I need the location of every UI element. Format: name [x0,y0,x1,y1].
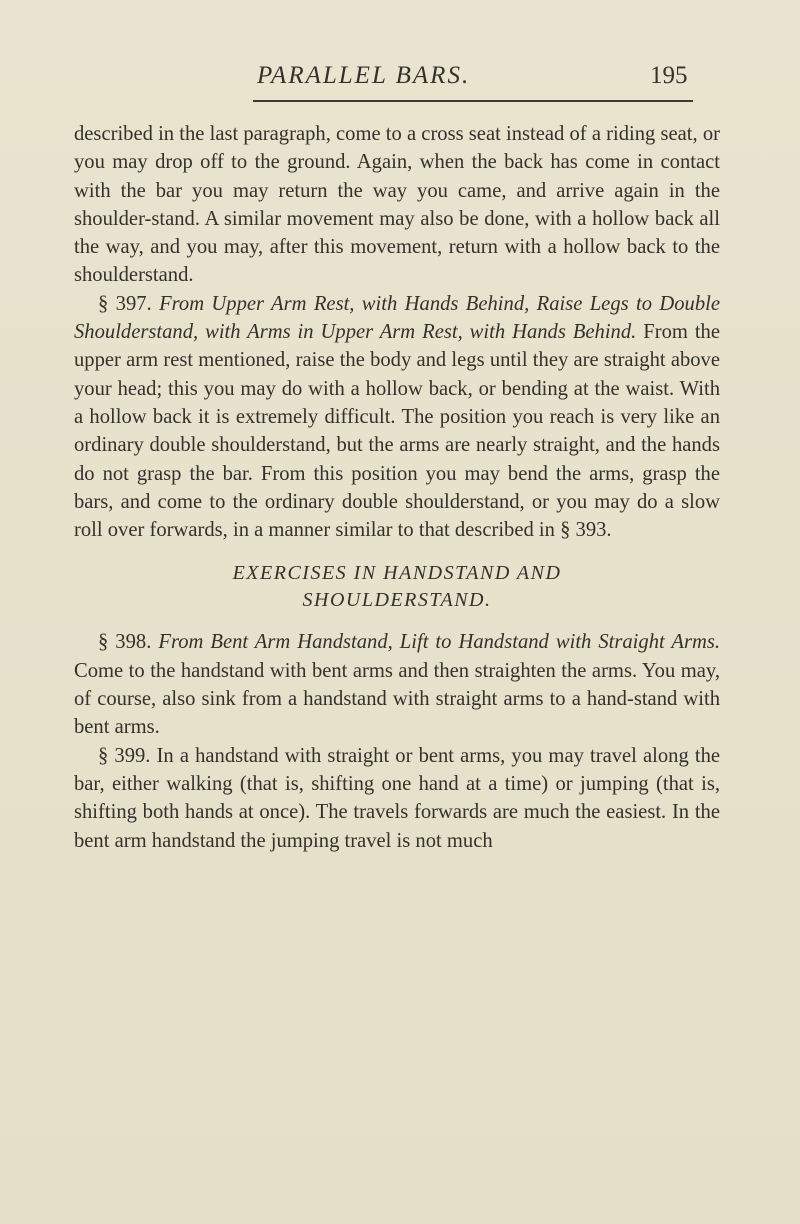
paragraph-heading: From Bent Arm Handstand, Lift to Handstand with Straight Arms. [158,631,720,654]
paragraph-399 [74,742,720,855]
section-heading-line-1: EXERCISES IN HANDSTAND AND [232,562,562,585]
paragraph-continued [74,120,720,290]
paragraph-398 [74,628,720,741]
running-title: PARALLEL BARS. [257,62,471,89]
section-heading [74,560,720,614]
section-heading-line-2: SHOULDERSTAND. [302,589,492,612]
paragraph-heading: From Upper Arm Rest, with Hands Behind, Raise Legs to Double Shoulderstand, with Arms in Upper Arm Rest, with Hands Behind. [74,292,720,344]
paragraph-number: § 399. [98,744,151,767]
paragraph-number: § 397. [98,292,152,315]
running-head [0,60,800,100]
page-number: 195 [650,62,688,89]
paragraph-397 [74,290,720,545]
paragraph-text: described in the last paragraph, come to a cross seat instead of a riding seat, or you may drop off to the ground. Again, when the back has come in contact with the bar you may return the way you came, and arrive again in the shoulder-stand. A similar movement may also be done, with a hollow back all the way, and you may, after this movement, return with a hollow back to the shoulderstand. [74,123,720,287]
paragraph-number: § 398. [98,631,152,654]
paragraph-text: From the upper arm rest mentioned, raise the body and legs until they are straight above your head; this you may do with a hollow back, or bending at the waist. With a hollow back it is extremely difficult. The position you reach is very like an ordinary double shoulderstand, but the arms are nearly straight, and the hands do not grasp the bar. From this position you may bend the arms, grasp the bars, and come to the ordinary double shoulderstand, or you may do a slow roll over forwards, in a manner similar to that described in § 393. [74,321,720,542]
paragraph-text: In a handstand with straight or bent arms, you may travel along the bar, either walking (that is, shifting one hand at a time) or jumping (that is, shifting both hands at once). The travels forwards are much the easiest. In the bent arm handstand the jumping travel is not much [74,744,721,852]
body-text [74,120,720,855]
paragraph-text: Come to the handstand with bent arms and then straighten the arms. You may, of course, also sink from a handstand with straight arms to a hand-stand with bent arms. [74,659,720,739]
header-rule [253,100,693,102]
